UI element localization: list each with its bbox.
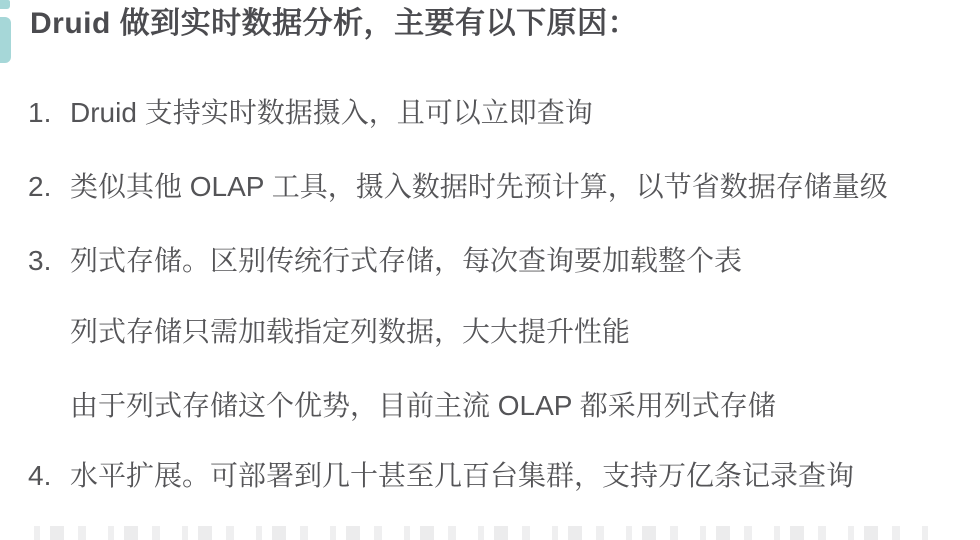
clipped-text-fragments <box>34 526 934 540</box>
list-item-text: Druid 支持实时数据摄入，且可以立即查询 <box>70 97 593 128</box>
page-title: Druid 做到实时数据分析，主要有以下原因： <box>30 7 639 40</box>
list-item <box>28 170 980 204</box>
list-item-number: 3. <box>28 245 52 276</box>
list-item-text: 由于列式存储这个优势，目前主流 OLAP 都采用列式存储 <box>70 390 776 421</box>
list-item <box>28 459 980 493</box>
quote-marker-icon <box>0 0 14 64</box>
list-item-number: 1. <box>28 97 52 128</box>
quote-marker-bar <box>0 17 11 63</box>
list-item-continuation <box>28 389 980 423</box>
reason-list <box>28 96 980 493</box>
list-item-number: 2. <box>28 171 52 202</box>
list-item-text: 列式存储只需加载指定列数据，大大提升性能 <box>70 316 631 347</box>
quote-marker-dot <box>0 0 10 9</box>
list-item <box>28 244 980 278</box>
list-item-number: 4. <box>28 460 52 491</box>
list-item-text: 水平扩展。可部署到几十甚至几百台集群，支持万亿条记录查询 <box>70 460 855 491</box>
list-item <box>28 96 980 130</box>
list-item-text: 列式存储。区别传统行式存储，每次查询要加载整个表 <box>70 245 743 276</box>
list-item-text: 类似其他 OLAP 工具，摄入数据时先预计算，以节省数据存储量级 <box>70 171 888 202</box>
list-item-continuation <box>28 315 980 349</box>
